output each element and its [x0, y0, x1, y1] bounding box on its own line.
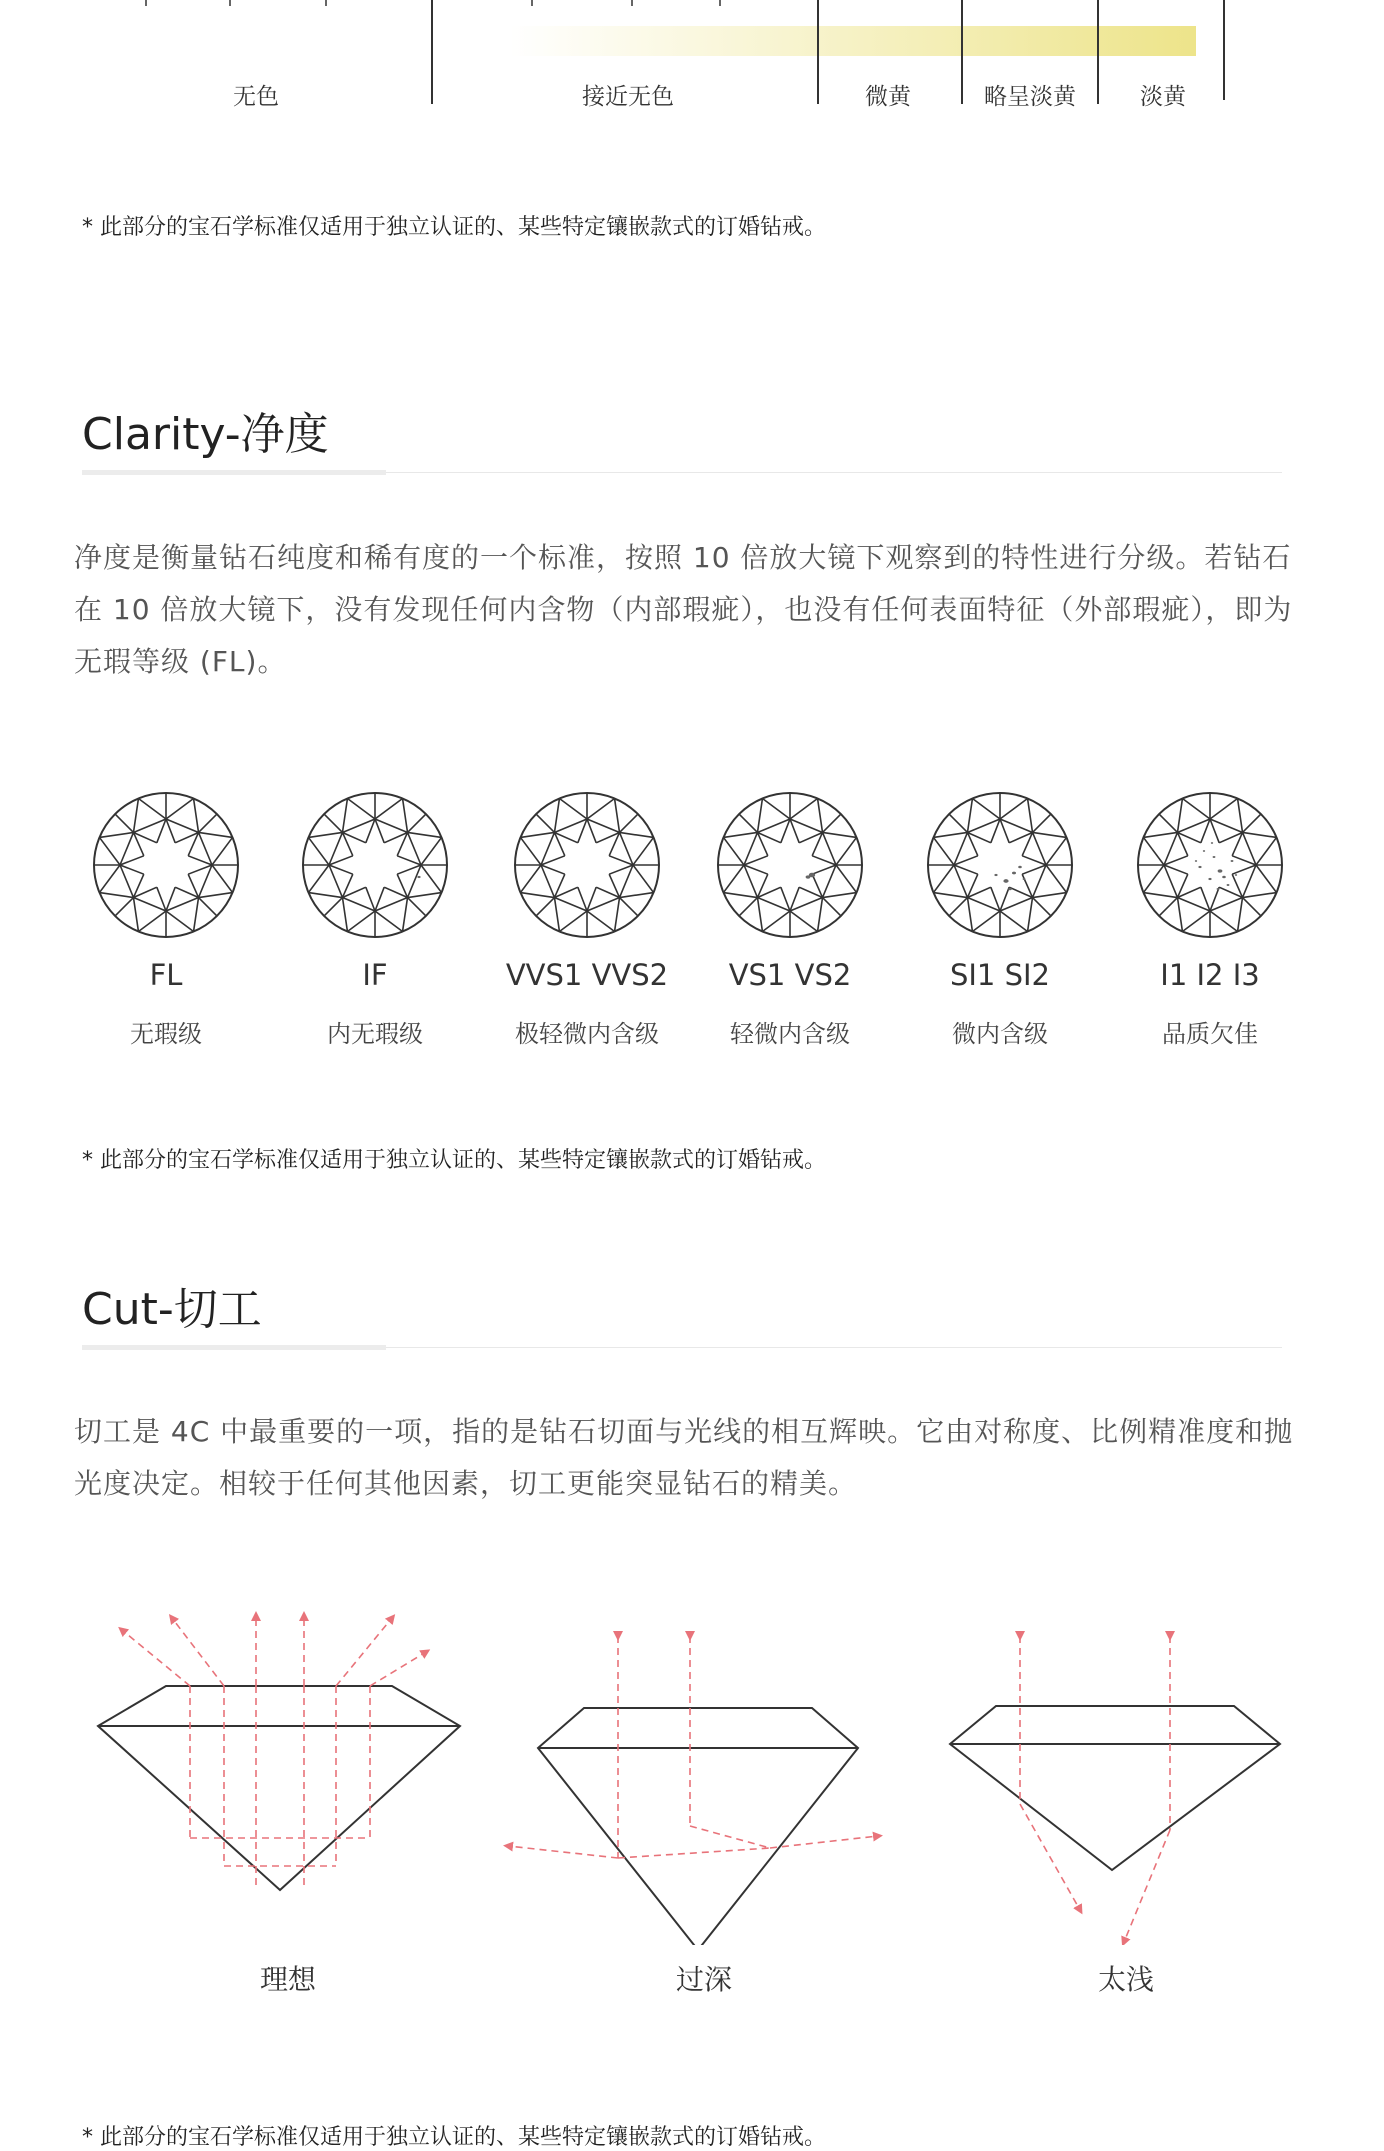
inclusion-mark	[1018, 866, 1022, 869]
diamond-top-view-icon	[91, 790, 241, 940]
scale-label-faint-yellow: 微黄	[865, 84, 911, 110]
diamond-top-view-icon	[512, 790, 662, 940]
clarity-item-if	[290, 790, 460, 1049]
inclusion-mark	[806, 875, 811, 878]
inclusion-mark	[1218, 869, 1223, 872]
clarity-grade: SI1 SI2	[949, 958, 1051, 992]
inclusion-mark	[1235, 874, 1237, 876]
cut-diagram-too-deep	[508, 1636, 878, 1945]
inclusion-mark	[1222, 876, 1226, 879]
inclusion-mark	[1198, 866, 1201, 868]
diamond-top-view-icon	[925, 790, 1075, 940]
cut-description: 切工是 4C 中最重要的一项，指的是钻石切面与光线的相互辉映。它由对称度、比例精准度和抛光度决定。相较于任何其他因素，切工更能突显钻石的精美。	[74, 1415, 1294, 1500]
clarity-item-vvs	[502, 790, 672, 1049]
inclusion-mark	[1195, 860, 1197, 862]
diamond-top-view-icon	[715, 790, 865, 940]
clarity-desc: 轻微内含级	[730, 1020, 850, 1048]
cut-label-too-shallow: 太浅	[1097, 1963, 1155, 1996]
inclusion-mark	[1203, 850, 1205, 852]
clarity-grade: FL	[149, 958, 183, 992]
clarity-grade: IF	[362, 958, 388, 992]
clarity-desc: 内无瑕级	[327, 1020, 423, 1048]
scale-label-light-yellow: 淡黄	[1140, 84, 1186, 110]
diamond-top-view-icon	[1135, 790, 1285, 940]
inclusion-mark	[1217, 888, 1220, 890]
clarity-grade: VVS1 VVS2	[505, 958, 669, 992]
clarity-item-fl	[81, 790, 251, 1049]
cut-diagram-ideal	[98, 1616, 460, 1890]
inclusion-mark	[1231, 860, 1234, 862]
inclusion-mark	[417, 876, 420, 878]
scale-label-colorless: 无色	[233, 84, 279, 110]
clarity-divider-accent	[82, 470, 386, 475]
disclaimer-color: * 此部分的宝石学标准仅适用于独立认证的、某些特定镶嵌款式的订婚钻戒。	[82, 215, 826, 240]
inclusion-mark	[1008, 888, 1012, 891]
inclusion-mark	[1227, 884, 1230, 886]
clarity-item-vs	[705, 790, 875, 1049]
inclusion-mark	[994, 874, 997, 876]
clarity-item-i	[1125, 790, 1295, 1049]
clarity-grade: VS1 VS2	[728, 958, 852, 992]
scale-label-near-colorless: 接近无色	[582, 84, 674, 110]
clarity-heading: Clarity-净度	[82, 409, 329, 460]
inclusion-mark	[1012, 872, 1016, 875]
diamond-top-view-icon	[300, 790, 450, 940]
clarity-desc: 极轻微内含级	[515, 1020, 659, 1048]
cut-diagram-too-shallow	[950, 1636, 1280, 1942]
disclaimer-cut: * 此部分的宝石学标准仅适用于独立认证的、某些特定镶嵌款式的订婚钻戒。	[82, 2125, 826, 2150]
clarity-desc: 微内含级	[952, 1020, 1048, 1048]
clarity-desc: 品质欠佳	[1162, 1020, 1258, 1048]
inclusion-mark	[1003, 879, 1008, 883]
cut-label-ideal: 理想	[259, 1963, 317, 1996]
inclusion-mark	[1023, 878, 1026, 880]
clarity-item-si	[915, 790, 1085, 1049]
cut-heading: Cut-切工	[82, 1284, 262, 1335]
inclusion-mark	[1211, 842, 1213, 844]
cut-diagrams	[0, 1595, 1384, 1945]
cut-divider-accent	[82, 1345, 386, 1350]
cut-label-too-deep: 过深	[675, 1963, 733, 1996]
inclusion-mark	[1208, 878, 1211, 880]
clarity-description: 净度是衡量钻石纯度和稀有度的一个标准，按照 10 倍放大镜下观察到的特性进行分级。若钻石在 10 倍放大镜下，没有发现任何内含物（内部瑕疵），也没有任何表面特征（外部瑕疵），即为无瑕等级 (FL)。	[74, 541, 1293, 678]
scale-label-very-light-yellow: 略呈淡黄	[984, 84, 1076, 110]
inclusion-mark	[1213, 856, 1216, 858]
disclaimer-clarity: * 此部分的宝石学标准仅适用于独立认证的、某些特定镶嵌款式的订婚钻戒。	[82, 1148, 826, 1173]
yellow-gradient-bar	[510, 26, 1196, 56]
color-scale	[0, 0, 1384, 110]
clarity-grade: I1 I2 I3	[1160, 958, 1260, 992]
clarity-desc: 无瑕级	[130, 1020, 202, 1048]
